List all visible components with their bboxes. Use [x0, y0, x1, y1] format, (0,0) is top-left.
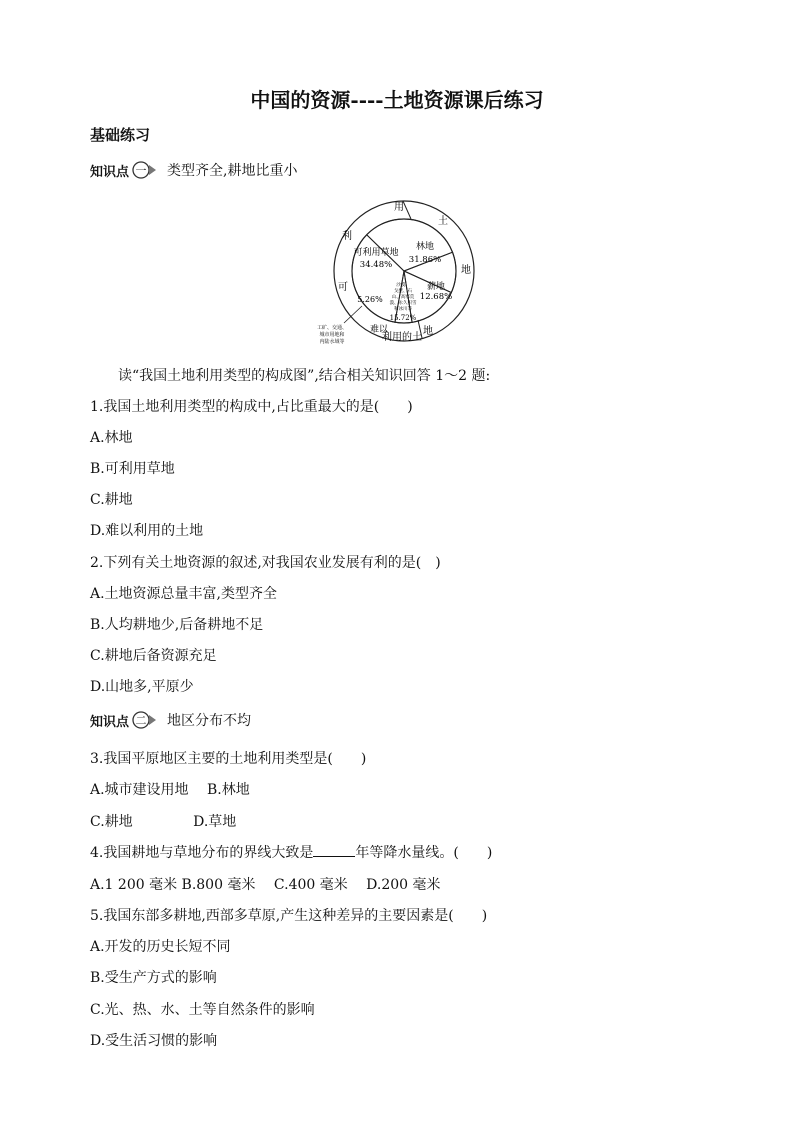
question-option: D.难以利用的土地	[90, 523, 204, 539]
slice-value-fuel: 12.68%	[419, 292, 453, 302]
knowledge-point-text: 类型齐全,耕地比重小	[167, 163, 298, 179]
ring-label: 用	[394, 202, 404, 213]
slice-label-desert: 和冰川等	[394, 307, 412, 312]
callout-text: 内陆水域等	[319, 339, 345, 345]
page-title: 中国的资源----土地资源课后练习	[250, 88, 544, 112]
question-option: A.土地资源总量丰富,类型齐全	[90, 586, 278, 602]
question-option: C.光、热、水、土等自然条件的影响	[90, 1002, 315, 1018]
knowledge-point-1	[90, 160, 297, 180]
circled-number-one-icon	[131, 160, 157, 180]
ring-label: 土	[438, 216, 448, 227]
knowledge-point-label: 知识点	[90, 714, 130, 730]
question-stem: 2.下列有关土地资源的叙述,对我国农业发展有利的是( )	[90, 555, 441, 571]
answer-blank[interactable]	[313, 844, 355, 857]
question-stem: 1.我国土地利用类型的构成中,占比重最大的是( )	[90, 399, 413, 415]
question-option: C.耕地	[90, 492, 133, 508]
knowledge-point-2	[90, 710, 251, 730]
callout-text: 工矿、交通、	[316, 325, 348, 331]
slice-label-desert: 戈壁、石	[394, 289, 412, 294]
slice-value-built: 5.26%	[357, 295, 383, 304]
ring-label: 地	[461, 265, 471, 276]
land-use-pie-chart	[310, 193, 490, 353]
ring-label: 地	[423, 326, 433, 337]
ring-divider	[403, 201, 411, 219]
question-option: D.山地多,平原少	[90, 679, 194, 695]
slice-label-desert: 沙漠、	[396, 283, 410, 288]
question-stem: 3.我国平原地区主要的土地利用类型是( )	[90, 751, 367, 767]
callout-leader	[344, 306, 362, 323]
ring-label: 难以	[370, 325, 389, 335]
question-option-row: A.城市建设用地 B.林地	[90, 782, 250, 798]
callout-text: 城市用地和	[319, 332, 345, 338]
knowledge-point-number: 二	[135, 714, 147, 727]
slice-label-grassland: 可利用草地	[353, 248, 399, 258]
question-option-row: A.1 200 毫米 B.800 毫米 C.400 毫米 D.200 毫米	[90, 877, 441, 893]
knowledge-point-number: 一	[135, 164, 147, 177]
question-option: A.林地	[90, 430, 133, 446]
circled-number-two-icon	[131, 710, 157, 730]
knowledge-point-label: 知识点	[90, 164, 130, 180]
question-stem	[90, 842, 492, 862]
slice-label-desert: 山、高寒荒	[391, 295, 415, 300]
question-stem-part: 4.我国耕地与草地分布的界线大致是	[90, 845, 314, 861]
question-option: B.受生产方式的影响	[90, 970, 217, 986]
question-option: D.受生活习惯的影响	[90, 1033, 218, 1049]
ring-label: 可	[338, 282, 348, 293]
question-option: B.人均耕地少,后备耕地不足	[90, 617, 264, 633]
question-stem: 5.我国东部多耕地,西部多草原,产生这种差异的主要因素是( )	[90, 908, 488, 924]
slice-label-fuel: 薪地	[426, 282, 446, 292]
figure-intro: 读“我国土地利用类型的构成图”,结合相关知识回答 1～2 题:	[118, 368, 491, 384]
slice-value-desert: 15.72%	[389, 314, 417, 322]
slice-label-desert: 漠、永久积雪	[389, 301, 417, 306]
knowledge-point-text: 地区分布不均	[167, 713, 252, 729]
slice-label-forest: 林地	[415, 242, 435, 252]
question-option: B.可利用草地	[90, 461, 175, 477]
slice-value-grassland: 34.48%	[359, 260, 393, 270]
question-stem-part: 年等降水量线。( )	[355, 845, 493, 861]
ring-label: 利用的土	[382, 332, 422, 343]
question-option-row: C.耕地 D.草地	[90, 814, 237, 830]
question-option: C.耕地后备资源充足	[90, 648, 217, 664]
section-heading: 基础练习	[90, 126, 151, 144]
ring-label: 利	[342, 231, 352, 242]
question-option: A.开发的历史长短不同	[90, 939, 231, 955]
slice-value-forest: 31.86%	[408, 255, 442, 265]
